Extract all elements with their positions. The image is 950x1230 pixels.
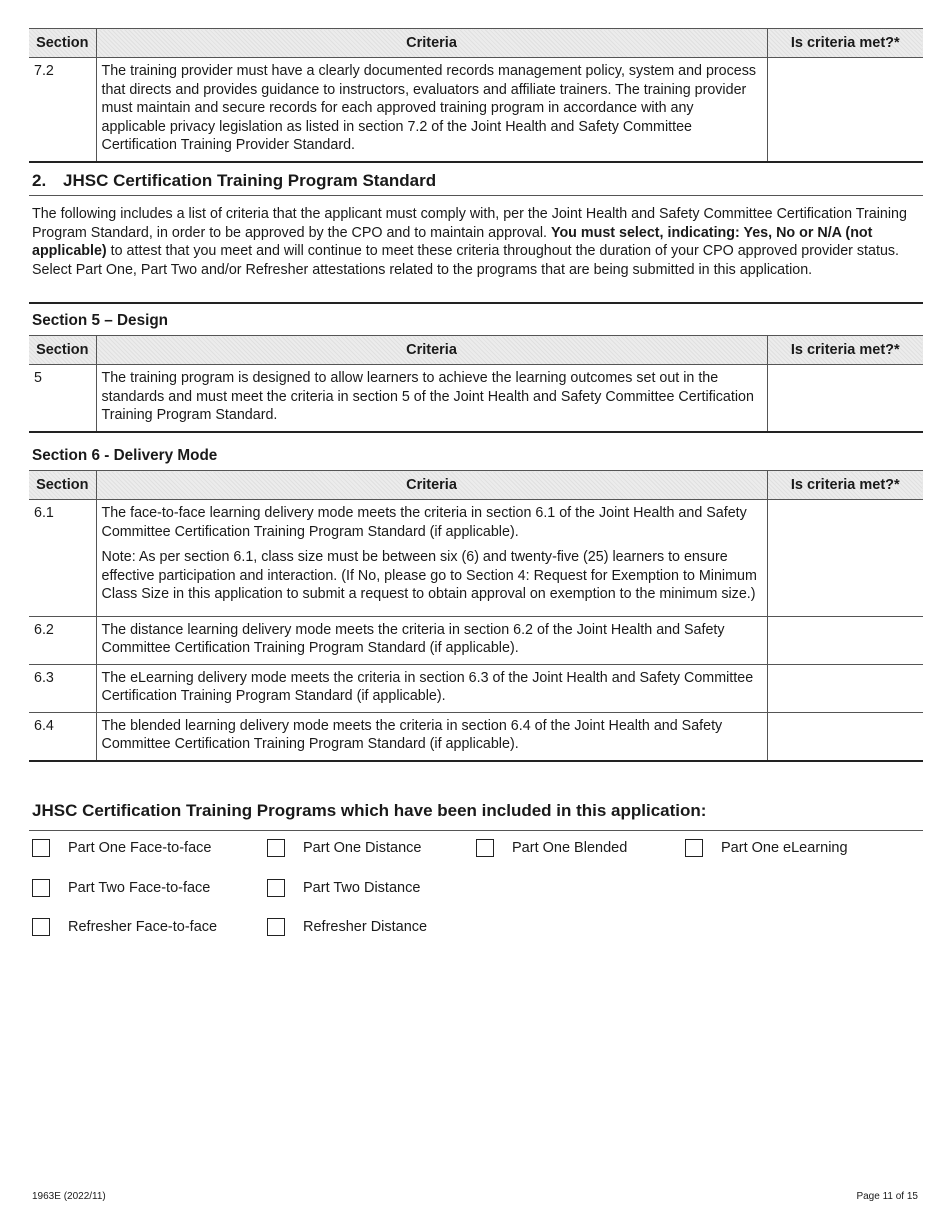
checkbox-box[interactable] — [267, 839, 285, 857]
checkbox-label: Refresher Face-to-face — [68, 919, 218, 935]
criteria-met-cell[interactable] — [767, 365, 923, 432]
section-2-heading — [32, 171, 436, 191]
part-one-face-to-face-checkbox[interactable] — [32, 839, 211, 857]
section-number: 6.3 — [29, 664, 96, 712]
criteria-met-cell[interactable] — [767, 712, 923, 761]
table-header-row — [29, 29, 923, 58]
criteria-met-header: Is criteria met?* — [767, 336, 923, 365]
section-number: 7.2 — [29, 58, 96, 162]
part-one-distance-checkbox[interactable] — [267, 839, 421, 857]
criteria-met-cell[interactable] — [767, 616, 923, 664]
section-header: Section — [29, 29, 96, 58]
table-row — [29, 712, 923, 761]
section-number: 5 — [29, 365, 96, 432]
part-two-face-to-face-checkbox[interactable] — [32, 879, 210, 897]
page-number: Page 11 of 15 — [856, 1191, 918, 1202]
checkbox-label: Part One Face-to-face — [68, 840, 212, 856]
programs-row — [0, 879, 950, 901]
design-criteria-table — [29, 335, 923, 433]
table-header-row — [29, 336, 923, 365]
part-one-elearning-checkbox[interactable] — [685, 839, 848, 857]
design-heading: Section 5 – Design — [32, 312, 169, 329]
checkbox-box[interactable] — [476, 839, 494, 857]
form-id: 1963E (2022/11) — [32, 1191, 106, 1202]
table-row — [29, 500, 923, 617]
section-number: 6.2 — [29, 616, 96, 664]
programs-heading: JHSC Certification Training Programs which have been included in this application: — [32, 801, 707, 820]
table-row — [29, 58, 923, 162]
divider — [29, 302, 923, 304]
criteria-header: Criteria — [96, 471, 767, 500]
criteria-met-header: Is criteria met?* — [767, 29, 923, 58]
checkbox-box[interactable] — [32, 879, 50, 897]
criteria-text — [96, 500, 767, 617]
divider — [29, 195, 923, 196]
criteria-text: The distance learning delivery mode meets the criteria in section 6.2 of the Joint Health and Safety Committee Certification Training Program Standard (if applicable). — [96, 616, 767, 664]
checkbox-label: Part One Distance — [303, 840, 422, 856]
refresher-face-to-face-checkbox[interactable] — [32, 918, 217, 936]
table-header-row — [29, 471, 923, 500]
section-number: 6.4 — [29, 712, 96, 761]
programs-row — [0, 918, 950, 940]
section-header: Section — [29, 471, 96, 500]
part-two-distance-checkbox[interactable] — [267, 879, 420, 897]
table-row — [29, 365, 923, 432]
checkbox-box[interactable] — [267, 879, 285, 897]
checkbox-box[interactable] — [32, 839, 50, 857]
checkbox-box[interactable] — [685, 839, 703, 857]
refresher-distance-checkbox[interactable] — [267, 918, 427, 936]
divider — [29, 830, 923, 831]
table-row — [29, 664, 923, 712]
criteria-text: The training provider must have a clearly documented records management policy, system and process that directs and provides guidance to instructors, evaluators and affiliate trainers. The training provider must maintain and secure records for each approved training program in accordance with any applicable privacy legislation as listed in section 7.2 of the Joint Health and Safety Committee Certification Training Provider Standard. — [96, 58, 767, 162]
section-number: 6.1 — [29, 500, 96, 617]
provider-criteria-table — [29, 28, 923, 163]
section-2-title: JHSC Certification Training Program Standard — [63, 171, 437, 190]
checkbox-label: Part One Blended — [512, 840, 628, 856]
criteria-met-cell[interactable] — [767, 500, 923, 617]
part-one-blended-checkbox[interactable] — [476, 839, 627, 857]
table-row — [29, 616, 923, 664]
criteria-header: Criteria — [96, 336, 767, 365]
programs-row — [0, 839, 950, 861]
checkbox-label: Part One eLearning — [721, 840, 848, 856]
criteria-text: The training program is designed to allow learners to achieve the learning outcomes set out in the standards and must meet the criteria in section 5 of the Joint Health and Safety Committee Certification Training Program Standard. — [96, 365, 767, 432]
section-2-number: 2. — [32, 171, 47, 190]
criteria-header: Criteria — [96, 29, 767, 58]
checkbox-label: Part Two Distance — [303, 880, 421, 896]
criteria-main: The face-to-face learning delivery mode meets the criteria in section 6.1 of the Joint Health and Safety Committee Certification Training Program Standard (if applicable). — [101, 505, 747, 540]
checkbox-label: Refresher Distance — [303, 919, 428, 935]
criteria-met-cell[interactable] — [767, 58, 923, 162]
checkbox-box[interactable] — [267, 918, 285, 936]
criteria-met-cell[interactable] — [767, 664, 923, 712]
delivery-criteria-table — [29, 470, 923, 762]
criteria-text: The eLearning delivery mode meets the criteria in section 6.3 of the Joint Health and Safety Committee Certification Training Program Standard (if applicable). — [96, 664, 767, 712]
section-header: Section — [29, 336, 96, 365]
criteria-note: Note: As per section 6.1, class size must be between six (6) and twenty-five (25) learners to ensure effective participation and interaction. (If No, please go to Section 4: Request for Exemption to Minimum Class Size in this application to submit a request to obtain approval on exemption to the minimum size.) — [101, 549, 757, 602]
section-2-intro: The following includes a list of criteria that the applicant must comply with, per the Joint Health and Safety Committee Certification Training Program Standard, in order to be approved by the CPO and to maintain approval. You must select, indicating: Yes, No or N/A (not applicable) to attest that you meet and will continue to meet these criteria throughout the duration of your CPO approved provider status. Select Part One, Part Two and/or Refresher attestations related to the programs that are being submitted in this application. — [32, 206, 907, 278]
criteria-met-header: Is criteria met?* — [767, 471, 923, 500]
checkbox-label: Part Two Face-to-face — [68, 880, 211, 896]
criteria-text: The blended learning delivery mode meets the criteria in section 6.4 of the Joint Health and Safety Committee Certification Training Program Standard (if applicable). — [96, 712, 767, 761]
delivery-heading: Section 6 - Delivery Mode — [32, 447, 218, 464]
checkbox-box[interactable] — [32, 918, 50, 936]
